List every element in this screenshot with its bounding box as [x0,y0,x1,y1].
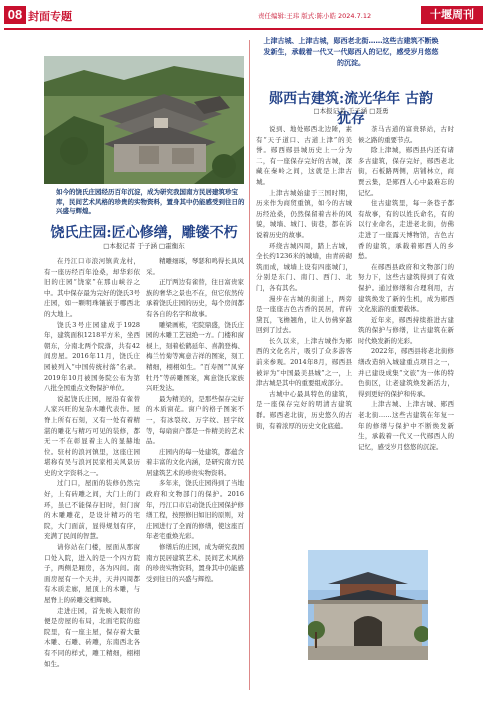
paragraph: 漫步在古城的街道上，两旁是一座座古色古香的民居，青砖黛瓦，飞檐翘角，让人仿佛穿越回到了过去。 [256,294,352,335]
column-divider [249,40,250,690]
paragraph: 过门口，屋面的装修仍然完好，上有砖雕之间，大门上的门环，虽已不能保存旧时，但门窗的木雕雕花，是设计精巧的宅院，大门面前，显得规划有序，充满了民间的智慧。 [44,479,140,541]
paragraph: 修缮后的庄园，成为研究我国南方民居建筑艺术、民间艺术风格的珍贵实物资料，置身其中仍能感受到往日的兴盛与辉煌。 [146,543,244,583]
paragraph: 最为精美的，是那些保存完好的木质窗花。窗户的格子图案不一，有冰裂纹、万字纹、回字纹等，每扇窗户都是一件精美的艺术品。 [146,394,244,446]
paragraph: 住古建筑里，每一条巷子都有故事，有的以姓氏命名，有的以行业命名，走进老北街，仿佛走进了一座露天博物馆，古色古香的建筑，承载着郧西人的乡愁。 [358,199,454,261]
paragraph: 走进庄园，首先映入眼帘的便是房屋的布局，北面宅院的庭院里，有一座主屋，保存着大量木雕、石雕、砖雕，东南西北各有不同的样式，雕工精细，栩栩如生。 [44,606,140,668]
paragraph: 在郧西县政府和文物部门的努力下，这些古建筑得到了有效保护。通过修缮和合理利用，古建筑焕发了新的生机，成为郧西文化旅游的重要载体。 [358,262,454,314]
photo-caption: 如今的饶氏庄园经历百年沉淀，成为研究我国南方民居建筑珍宝库，民间艺术风格的珍贵的实物资料，置身其中仍能感受到往日的兴盛与辉煌。 [56,188,245,215]
paragraph: 饶氏3号庄园建成于1928年，建筑面积1218平方米，坐西朝东，分南北两个院落，共有42间房屋。2016年11月，饶氏庄园被列入“中国传统村落”名录。2019年10月被国务院公布为第八批全国重点文物保护单位。 [44,320,140,393]
paragraph: 茶马古道的富贵驿站，古时候之路的重要节点。 [358,125,454,144]
paragraph: 请你站在门楼，屋面从那窗口处入院，进入的是一个四方院子，两侧是厢房，各为四间。南面房屋有一个天井，天井四周都有木质走廊，屋顶上的木雕，与屋脊上的砖雕交相辉映。 [44,543,140,604]
paragraph: 雕梁画栋，宅院鼎盛，饶氏庄园的木雕工艺冠绝一方。门楼和窗棂上，刻着松鹤延年、喜鹊登梅、梅兰竹菊等寓意吉祥的图案，刻工精细，栩栩如生。“百寿图”“凤穿牡丹”等砖雕图案，寓意饶氏家族兴旺发达。 [146,320,244,393]
city-gate-tower-image [308,550,428,660]
paragraph: 正厅两边有雀替，往日富贵家族的奢华之景也不在，但它依然传承着饶氏庄园的历史，每个房间都有各自的名字和故事。 [146,278,244,318]
paragraph: 上津古城始建于三国时期，历来作为商贸重镇，如今的古城历经沧桑，仍然保留着古朴的风貌，城墙、城门、街巷，都在诉说着历史的故事。 [256,188,352,239]
paragraph: 精雕细琢，琴瑟和鸣得长具风采。 [146,257,244,276]
publication-brand: 十堰周刊 [421,6,483,24]
right-article-lead: 上津古城、上津古城，郧西老北街……这些古建筑不断焕发新生，承载着一代又一代郧西人的记忆，感受岁月悠悠的沉淀。 [263,37,439,67]
paragraph: 上津古城、上津古城、郧西老北街……这些古建筑在年复一年的修缮与保护中不断焕发新生，承载着一代又一代郧西人的记忆，感受岁月悠悠的沉淀。 [358,400,454,451]
paragraph: 除上津城，郧西县内还有诸多古建筑，保存完好，郧西老北街，石板路两侧，店铺林立，商贾云集，是郧西人心中最难忘的记忆。 [358,146,454,197]
page-header [0,0,487,30]
rao-manor-aerial-image [44,56,244,184]
left-article-column-1 [44,256,140,696]
left-article-column-2 [146,256,244,696]
right-article-byline: □本报记者 于子涵 □聂勇 [313,107,389,115]
editor-credits: 责任编辑:王玮 版式:陈小皓 2024.7.12 [258,12,372,20]
paragraph: 2022年，郧西县将老北街修缮改造纳入城建重点项目之一，并已建设成集“文旅”为一体的特色街区，让老建筑焕发新活力，得到更好的保护和传承。 [358,347,454,398]
paragraph: 说起饶氏庄园，屋沿有雀替人家兴旺的复杂木雕代表作。屋脊上所有石刻，又有一处有着精湛的雕花与精巧可见的装修，都无一不在彰显着主人的显赫地位。驻村的浪河镇里，这座庄园堪称有吴与浪河民家相关风景历史的文字资料之一。 [44,394,140,477]
paragraph: 在丹江口市浪河镇黄龙村，有一座历经百年沧桑，却华彩依旧的庄园“饶家”在那山峡谷之中。其中保存最为完好的饶氏3号庄园，如一颗明珠镶嵌于哪西北的大地上。 [44,257,140,318]
paragraph: 多年来，饶氏庄园得到了当地政府和文物部门的保护。2016年，丹江口市启动饶氏庄园保护修缮工程，按照修旧如旧的原则，对庄园进行了全面的修缮，使这座百年老宅重焕光彩。 [146,479,244,541]
header-rule [4,28,483,30]
paragraph: 长久以来，上津古城作为郧西的文化名片，吸引了众多游客前来参观。2014年8月，郧西县被评为“中国最美县城”之一，上津古城是其中的重要组成部分。 [256,336,352,388]
city-gate-photo [308,550,428,660]
paragraph: 庄园内的每一处建筑，都蕴含着丰富的文化内涵，是研究南方民居建筑艺术的珍贵实物资料。 [146,447,244,477]
right-article-title: 郧西古建筑:流光华年 古韵犹存 [268,91,434,127]
section-name: 封面专题 [28,10,72,23]
paragraph: 说到、地处郧西北边陲，素有“天子道口、古道上津”的美誉。郧西郧县城历史上一分为二，有一座保存完好的古城，深藏在秦岭之间，这就是上津古城。 [256,125,352,186]
rao-manor-photo [44,56,244,184]
paragraph: 古城中心最具特色的建筑，是一座保存完好的明清古建筑群。郧西老北街，历史悠久的古街，有着浓厚的历史文化底蕴。 [256,389,352,430]
paragraph: 环绕古城四周，踏上古城，全长约1236米的城墙，由青砖砌筑而成，城墙上设有四座城门，分别是东门、南门、西门、北门，各有其名。 [256,241,352,292]
paragraph: 近年来，郧西持续推进古建筑的保护与修缮，让古建筑在新时代焕发新的光彩。 [358,315,454,345]
left-article-title: 饶氏庄园:匠心修缮，雕镂不朽 [50,225,238,241]
page-number: 08 [4,6,26,24]
left-article-byline: □本报记者 于子涵 □霍衡东 [103,242,185,250]
right-article-column-2 [358,124,454,544]
